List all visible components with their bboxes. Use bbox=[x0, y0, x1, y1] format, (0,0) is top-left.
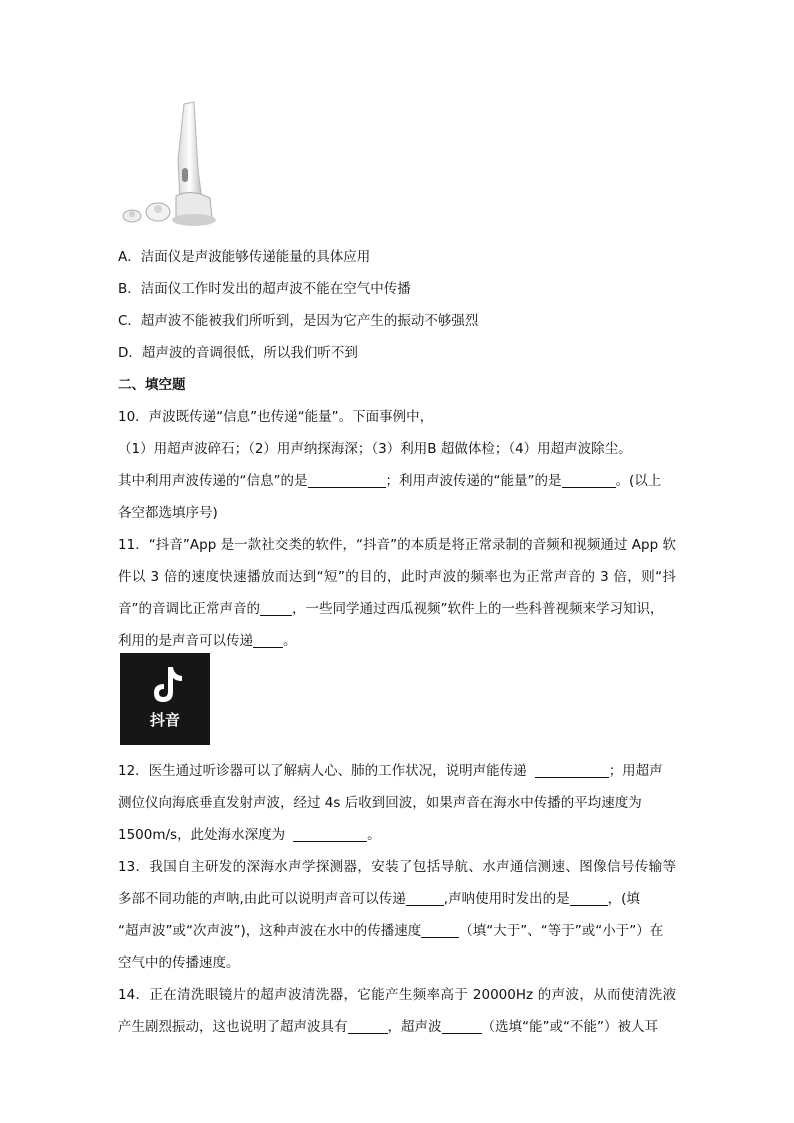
q13-line-4: 空气中的传播速度。 bbox=[118, 955, 240, 971]
q14-line-2 bbox=[118, 1017, 658, 1037]
q11-text-a: 音”的音调比正常声音的 bbox=[118, 601, 260, 617]
answer-blank[interactable] bbox=[421, 923, 459, 938]
q10-line-4: 各空都选填序号) bbox=[118, 505, 218, 521]
q13-line-3 bbox=[118, 921, 663, 941]
answer-blank[interactable] bbox=[348, 1019, 388, 1034]
q12-text-b: ；用超声 bbox=[608, 763, 663, 779]
q10-text-a: 其中利用声波传递的“信息”的是 bbox=[118, 473, 308, 489]
q10-line-2: （1）用超声波碎石；（2）用声纳探海深；（3）利用B 超做体检；（4）用超声波除尘。 bbox=[118, 441, 632, 457]
q12-line-1 bbox=[118, 761, 663, 781]
answer-blank[interactable] bbox=[253, 633, 283, 648]
section-title: 二、填空题 bbox=[118, 377, 186, 393]
answer-blank[interactable] bbox=[562, 473, 616, 488]
answer-blank[interactable] bbox=[570, 891, 608, 906]
music-note-icon bbox=[146, 665, 184, 705]
q11-line-2: 件以 3 倍的速度快速播放而达到“短”的目的，此时声波的频率也为正常声音的 3 倍，则“抖 bbox=[118, 569, 676, 585]
answer-blank[interactable] bbox=[535, 763, 609, 778]
q13-text-d: “超声波”或“次声波”)，这种声波在水中的传播速度 bbox=[118, 923, 422, 939]
q13-line-1: 13．我国自主研发的深海水声学探测器，安装了包括导航、水声通信测速、图像信号传输等 bbox=[118, 859, 676, 875]
option-d: D．超声波的音调很低，所以我们听不到 bbox=[118, 345, 358, 361]
facial-cleanser-image bbox=[118, 100, 228, 230]
douyin-logo-text: 抖音 bbox=[149, 711, 180, 729]
q12-text-c: 1500m/s，此处海水深度为 bbox=[118, 827, 286, 843]
option-a: A．洁面仪是声波能够传递能量的具体应用 bbox=[118, 249, 371, 265]
q12-text-d: 。 bbox=[367, 827, 381, 843]
q13-text-b: ,声呐使用时发出的是 bbox=[443, 891, 570, 907]
q14-text-b: ，超声波 bbox=[387, 1019, 442, 1035]
q12-line-3 bbox=[118, 825, 381, 845]
q14-text-c: （选填“能”或“不能”）被人耳 bbox=[481, 1019, 658, 1035]
q12-line-2: 测位仪向海底垂直发射声波，经过 4s 后收到回波，如果声音在海水中传播的平均速度为 bbox=[118, 795, 642, 811]
answer-blank[interactable] bbox=[293, 827, 367, 842]
q12-text-a: 12．医生通过听诊器可以了解病人心、肺的工作状况，说明声能传递 bbox=[118, 763, 527, 779]
answer-blank[interactable] bbox=[308, 473, 386, 488]
q14-text-a: 产生剧烈振动，这也说明了超声波具有 bbox=[118, 1019, 348, 1035]
q13-text-c: ，(填 bbox=[607, 891, 640, 907]
option-b: B．洁面仪工作时发出的超声波不能在空气中传播 bbox=[118, 281, 411, 297]
answer-blank[interactable] bbox=[406, 891, 444, 906]
q11-text-c: 利用的是声音可以传递 bbox=[118, 633, 253, 649]
q10-text-b: ；利用声波传递的“能量”的是 bbox=[385, 473, 562, 489]
q13-text-e: （填“大于”、“等于”或“小于”）在 bbox=[459, 923, 664, 939]
q11-text-d: 。 bbox=[283, 633, 297, 649]
douyin-logo bbox=[120, 653, 210, 745]
q11-line-1: 11．“抖音”App 是一款社交类的软件，“抖音”的本质是将正常录制的音频和视频通过 App 软 bbox=[118, 537, 676, 553]
q10-line-1: 10．声波既传递“信息”也传递“能量”。下面事例中， bbox=[118, 409, 434, 425]
q10-text-c: 。(以上 bbox=[615, 473, 662, 489]
option-c: C．超声波不能被我们所听到，是因为它产生的振动不够强烈 bbox=[118, 313, 479, 329]
answer-blank[interactable] bbox=[260, 601, 292, 616]
q11-line-4 bbox=[118, 631, 297, 651]
q10-line-3 bbox=[118, 471, 661, 491]
q11-text-b: ，一些同学通过西瓜视频”软件上的一些科普视频来学习知识， bbox=[292, 601, 664, 617]
answer-blank[interactable] bbox=[442, 1019, 482, 1034]
q13-line-2 bbox=[118, 889, 640, 909]
q11-line-3 bbox=[118, 599, 664, 619]
q14-line-1: 14．正在清洗眼镜片的超声波清洗器，它能产生频率高于 20000Hz 的声波，从而使清洗液 bbox=[118, 987, 676, 1003]
q13-text-a: 多部不同功能的声呐,由此可以说明声音可以传递 bbox=[118, 891, 406, 907]
